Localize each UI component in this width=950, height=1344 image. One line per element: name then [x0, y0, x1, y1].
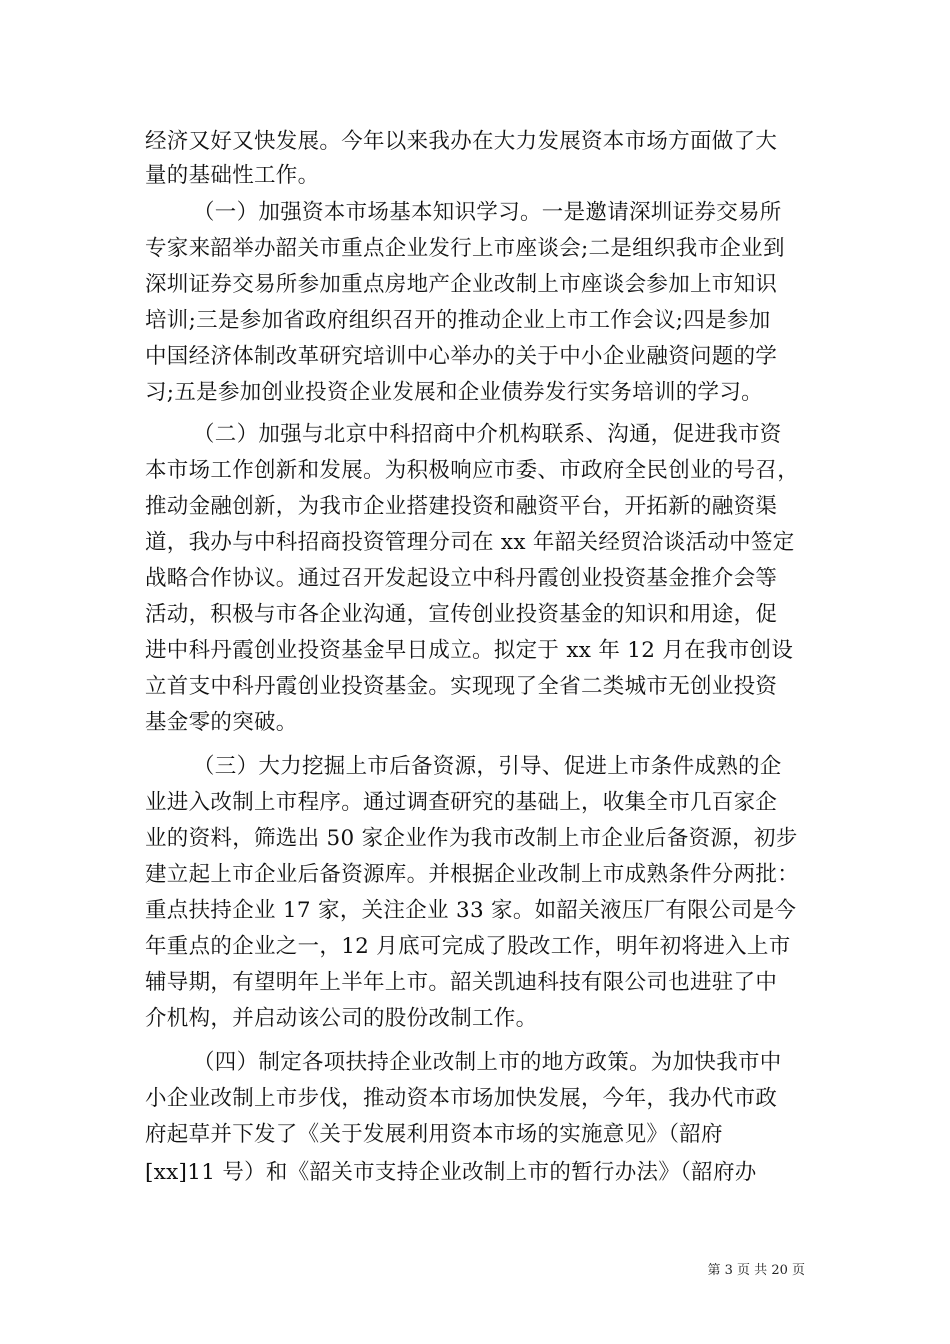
text-line: 培训;三是参加省政府组织召开的推动企业上市工作会议;四是参加 [145, 308, 771, 333]
text-line: 道，我办与中科招商投资管理分司在 xx 年韶关经贸洽谈活动中签定 [145, 530, 795, 555]
text-line: 建立起上市企业后备资源库。并根据企业改制上市成熟条件分两批： [145, 862, 800, 887]
text-line: 进中科丹霞创业投资基金早日成立。拟定于 xx 年 12 月在我市创设 [145, 638, 794, 663]
text-line: 本市场工作创新和发展。为积极响应市委、市政府全民创业的号召， [145, 458, 800, 483]
paragraph-2-heading-line: （二）加强与北京中科招商中介机构联系、沟通，促进我市资 [193, 422, 782, 447]
text-line: 介机构，并启动该公司的股份改制工作。 [145, 1006, 538, 1031]
text-line: 习;五是参加创业投资企业发展和企业债券发行实务培训的学习。 [145, 380, 763, 405]
paragraph-1-heading-line: （一）加强资本市场基本知识学习。一是邀请深圳证券交易所 [193, 200, 782, 225]
text-line: 年重点的企业之一，12 月底可完成了股改工作，明年初将进入上市 [145, 934, 791, 959]
text-line: 府起草并下发了《关于发展利用资本市场的实施意见》（韶府 [145, 1122, 723, 1147]
text-line: 小企业改制上市步伐，推动资本市场加快发展，今年，我办代市政 [145, 1086, 778, 1111]
text-line: 战略合作协议。通过召开发起设立中科丹霞创业投资基金推介会等 [145, 566, 778, 591]
paragraph-3-heading-line: （三）大力挖掘上市后备资源，引导、促进上市条件成熟的企 [193, 754, 782, 779]
text-line: 专家来韶举办韶关市重点企业发行上市座谈会;二是组织我市企业到 [145, 236, 785, 261]
paragraph-4-heading-line: （四）制定各项扶持企业改制上市的地方政策。为加快我市中 [193, 1050, 782, 1075]
text-line: 业进入改制上市程序。通过调查研究的基础上，收集全市几百家企 [145, 790, 778, 815]
page-number-footer: 第 3 页 共 20 页 [707, 1263, 805, 1278]
text-line: 立首支中科丹霞创业投资基金。实现现了全省二类城市无创业投资 [145, 674, 778, 699]
text-line: 推动金融创新，为我市企业搭建投资和融资平台，开拓新的融资渠 [145, 494, 778, 519]
text-line: 辅导期，有望明年上半年上市。韶关凯迪科技有限公司也进驻了中 [145, 970, 778, 995]
text-line: 活动，积极与市各企业沟通，宣传创业投资基金的知识和用途，促 [145, 602, 778, 627]
text-line: 经济又好又快发展。今年以来我办在大力发展资本市场方面做了大 [145, 129, 778, 154]
text-line: 重点扶持企业 17 家，关注企业 33 家。如韶关液压厂有限公司是今 [145, 898, 797, 923]
text-line: 业的资料，筛选出 50 家企业作为我市改制上市企业后备资源，初步 [145, 826, 798, 851]
text-line: 中国经济体制改革研究培训中心举办的关于中小企业融资问题的学 [145, 344, 778, 369]
text-line: 深圳证券交易所参加重点房地产企业改制上市座谈会参加上市知识 [145, 272, 778, 297]
text-line: 量的基础性工作。 [145, 163, 320, 188]
text-line: 基金零的突破。 [145, 710, 298, 735]
text-line: [xx]11 号）和《韶关市支持企业改制上市的暂行办法》（韶府办 [145, 1160, 757, 1185]
